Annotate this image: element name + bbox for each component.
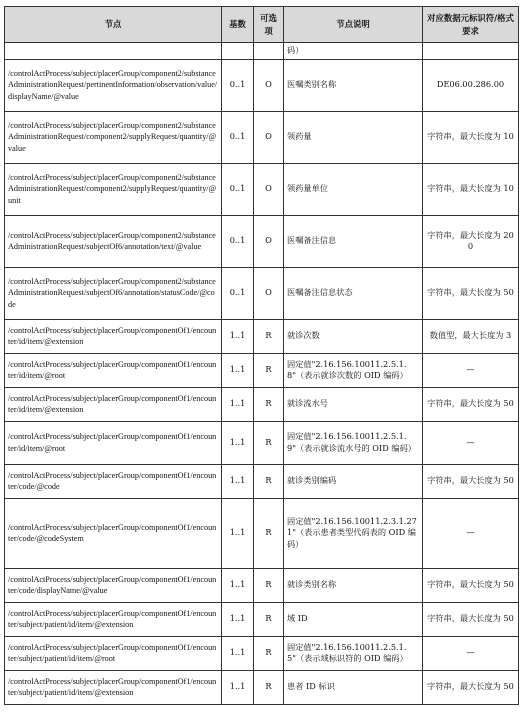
table-row bbox=[5, 43, 519, 60]
cell-format: DE06.00.286.00 bbox=[423, 59, 519, 111]
table-row bbox=[5, 464, 519, 498]
cell-optional: R bbox=[254, 387, 284, 421]
cell-cardinality: 0..1 bbox=[222, 215, 254, 267]
table-header-row bbox=[5, 7, 519, 43]
cell-node-path: /controlActProcess/subject/placerGroup/componentOf1/encounter/id/item/@extension bbox=[5, 319, 222, 353]
table-row bbox=[5, 602, 519, 636]
header-optional: 可选项 bbox=[254, 7, 284, 43]
cell-node-path: /controlActProcess/subject/placerGroup/component2/substanceAdministrationRequest/subjectOf6/annotation/text/@value bbox=[5, 215, 222, 267]
cell-node-path: /controlActProcess/subject/placerGroup/component2/substanceAdministrationRequest/component2/supplyRequest/quantity/@unit bbox=[5, 163, 222, 215]
table-body bbox=[5, 43, 519, 705]
table-row bbox=[5, 498, 519, 568]
cell-cardinality: 1..1 bbox=[222, 670, 254, 704]
cell-format bbox=[423, 43, 519, 60]
cell-optional bbox=[254, 43, 284, 60]
header-format: 对应数据元标识符/格式要求 bbox=[423, 7, 519, 43]
cell-format: 字符串，最大长度为 10 bbox=[423, 163, 519, 215]
cell-node-path: /controlActProcess/subject/placerGroup/componentOf1/encounter/subject/patient/id/item/@root bbox=[5, 636, 222, 670]
table-row bbox=[5, 353, 519, 387]
table-row bbox=[5, 568, 519, 602]
table-row bbox=[5, 421, 519, 464]
cell-format: — bbox=[423, 636, 519, 670]
cell-cardinality: 1..1 bbox=[222, 464, 254, 498]
cell-cardinality: 0..1 bbox=[222, 59, 254, 111]
cell-optional: R bbox=[254, 568, 284, 602]
cell-node-path: /controlActProcess/subject/placerGroup/componentOf1/encounter/code/@codeSystem bbox=[5, 498, 222, 568]
table-row bbox=[5, 319, 519, 353]
cell-optional: R bbox=[254, 636, 284, 670]
cell-format: 数值型，最大长度为 3 bbox=[423, 319, 519, 353]
cell-cardinality: 1..1 bbox=[222, 568, 254, 602]
cell-optional: O bbox=[254, 59, 284, 111]
table-row bbox=[5, 163, 519, 215]
table-row bbox=[5, 636, 519, 670]
table-row bbox=[5, 670, 519, 704]
table-row bbox=[5, 387, 519, 421]
cell-format: 字符串，最大长度为 10 bbox=[423, 111, 519, 163]
cell-node-path bbox=[5, 43, 222, 60]
cell-description: 医嘱类别名称 bbox=[284, 59, 423, 111]
cell-node-path: /controlActProcess/subject/placerGroup/componentOf1/encounter/code/@code bbox=[5, 464, 222, 498]
cell-optional: R bbox=[254, 602, 284, 636]
cell-description: 码） bbox=[284, 43, 423, 60]
cell-format: 字符串，最大长度为 50 bbox=[423, 387, 519, 421]
cell-format: 字符串，最大长度为 200 bbox=[423, 215, 519, 267]
header-description: 节点说明 bbox=[284, 7, 423, 43]
cell-optional: R bbox=[254, 421, 284, 464]
cell-cardinality: 1..1 bbox=[222, 319, 254, 353]
table-row bbox=[5, 267, 519, 319]
cell-description: 医嘱备注信息状态 bbox=[284, 267, 423, 319]
cell-cardinality: 1..1 bbox=[222, 636, 254, 670]
cell-optional: O bbox=[254, 267, 284, 319]
cell-description: 医嘱备注信息 bbox=[284, 215, 423, 267]
cell-optional: R bbox=[254, 319, 284, 353]
cell-description: 固定值"2.16.156.10011.2.5.1.9"（表示就诊流水号的 OID 编码） bbox=[284, 421, 423, 464]
cell-description: 固定值"2.16.156.10011.2.3.1.271"（表示患者类型代码表的 OID 编码） bbox=[284, 498, 423, 568]
cell-optional: R bbox=[254, 498, 284, 568]
cell-description: 就诊类别编码 bbox=[284, 464, 423, 498]
cell-cardinality bbox=[222, 43, 254, 60]
cell-node-path: /controlActProcess/subject/placerGroup/component2/substanceAdministrationRequest/component2/supplyRequest/quantity/@value bbox=[5, 111, 222, 163]
cell-description: 患者 ID 标识 bbox=[284, 670, 423, 704]
cell-format: — bbox=[423, 498, 519, 568]
cell-optional: R bbox=[254, 353, 284, 387]
cell-node-path: /controlActProcess/subject/placerGroup/component2/substanceAdministrationRequest/pertinentInformation/observation/value/displayName/@value bbox=[5, 59, 222, 111]
cell-node-path: /controlActProcess/subject/placerGroup/componentOf1/encounter/subject/patient/id/item/@extension bbox=[5, 602, 222, 636]
cell-cardinality: 1..1 bbox=[222, 353, 254, 387]
cell-description: 领药量 bbox=[284, 111, 423, 163]
message-spec-table bbox=[4, 6, 519, 705]
cell-description: 域 ID bbox=[284, 602, 423, 636]
cell-node-path: /controlActProcess/subject/placerGroup/componentOf1/encounter/id/item/@root bbox=[5, 353, 222, 387]
cell-cardinality: 1..1 bbox=[222, 602, 254, 636]
table-row bbox=[5, 111, 519, 163]
cell-description: 就诊流水号 bbox=[284, 387, 423, 421]
table-row bbox=[5, 59, 519, 111]
cell-format: — bbox=[423, 421, 519, 464]
cell-description: 领药量单位 bbox=[284, 163, 423, 215]
cell-cardinality: 1..1 bbox=[222, 498, 254, 568]
cell-optional: O bbox=[254, 163, 284, 215]
cell-description: 就诊类别名称 bbox=[284, 568, 423, 602]
cell-description: 就诊次数 bbox=[284, 319, 423, 353]
cell-node-path: /controlActProcess/subject/placerGroup/componentOf1/encounter/id/item/@extension bbox=[5, 387, 222, 421]
cell-optional: R bbox=[254, 670, 284, 704]
cell-node-path: /controlActProcess/subject/placerGroup/componentOf1/encounter/id/item/@root bbox=[5, 421, 222, 464]
cell-node-path: /controlActProcess/subject/placerGroup/componentOf1/encounter/code/displayName/@value bbox=[5, 568, 222, 602]
cell-format: 字符串，最大长度为 50 bbox=[423, 670, 519, 704]
cell-format: — bbox=[423, 353, 519, 387]
cell-cardinality: 0..1 bbox=[222, 267, 254, 319]
cell-format: 字符串，最大长度为 50 bbox=[423, 568, 519, 602]
header-cardinality: 基数 bbox=[222, 7, 254, 43]
cell-node-path: /controlActProcess/subject/placerGroup/component2/substanceAdministrationRequest/subjectOf6/annotation/statusCode/@code bbox=[5, 267, 222, 319]
cell-description: 固定值"2.16.156.10011.2.5.1.8"（表示就诊次数的 OID 编码） bbox=[284, 353, 423, 387]
cell-format: 字符串，最大长度为 50 bbox=[423, 602, 519, 636]
table-row bbox=[5, 215, 519, 267]
cell-cardinality: 0..1 bbox=[222, 163, 254, 215]
cell-optional: O bbox=[254, 111, 284, 163]
cell-node-path: /controlActProcess/subject/placerGroup/componentOf1/encounter/subject/patient/id/item/@extension bbox=[5, 670, 222, 704]
cell-format: 字符串，最大长度为 50 bbox=[423, 464, 519, 498]
cell-optional: R bbox=[254, 464, 284, 498]
cell-description: 固定值"2.16.156.10011.2.5.1.5"（表示域标识符的 OID 编码） bbox=[284, 636, 423, 670]
cell-cardinality: 0..1 bbox=[222, 111, 254, 163]
cell-cardinality: 1..1 bbox=[222, 421, 254, 464]
cell-optional: O bbox=[254, 215, 284, 267]
cell-cardinality: 1..1 bbox=[222, 387, 254, 421]
cell-format: 字符串，最大长度为 50 bbox=[423, 267, 519, 319]
header-node: 节点 bbox=[5, 7, 222, 43]
